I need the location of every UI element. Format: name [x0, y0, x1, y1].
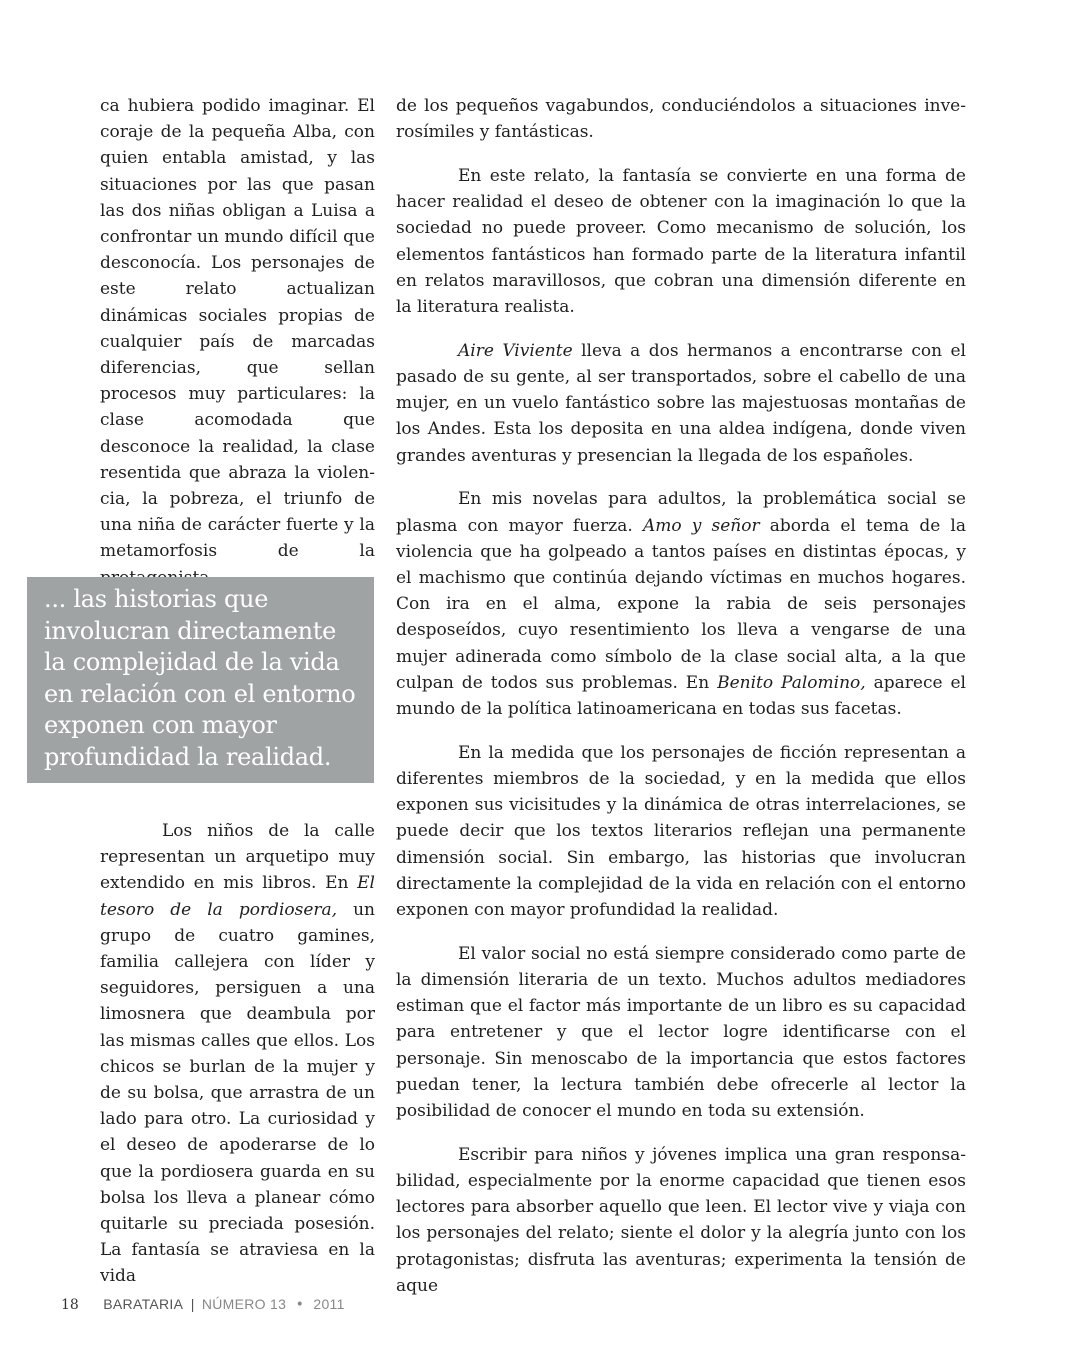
- left-column-bottom: [100, 818, 375, 1290]
- left-column-top: [100, 93, 375, 591]
- text-run: aborda el tema de la violencia que ha golpeado a tantos países en distintas épocas, y el machismo que continúa dejando víctimas en muchos hogares. Con ira en el alma, expone la rabia de seis personajes desposeídos, cuyo resentimiento los lleva a vengarse de una mujer adinerada como símbolo de la clase social alta, a la que culpan de todos sus problemas. En: [396, 515, 967, 693]
- issue-number: NÚMERO 13: [201, 1296, 287, 1312]
- text-run: un grupo de cuatro gamines, familia callejera con líder y seguidores, persiguen a una limosnera que deambula por las mismas calles que ellos. Los chicos se burlan de la mujer y de su bolsa, que arrastra de un lado para otro. La curiosidad y el deseo de apoderarse de lo que la pordiosera guarda en su bolsa los lleva a planear cómo quitarle su preciada posesión. La fantasía se atraviesa en la vida: [100, 899, 375, 1287]
- page-footer: [61, 1296, 345, 1313]
- right-paragraph-5: [396, 740, 966, 923]
- text-run: ca hubiera podido imaginar. El coraje de la pequeña Alba, con quien entabla amistad, y las situaciones por las que pasan las dos niñas obligan a Luisa a confrontar un mundo difícil que desconocía. Los personajes de este relato actualizan dinámicas sociales propias de cualquier país de marcadas diferencias, que sellan procesos muy particulares: la clase acomodada que desconoce la realidad, la clase resentida que abraza la violencia, la pobreza, el triunfo de una niña de carácter fuerte y la metamorfosis de la: [100, 96, 375, 562]
- text-run: En mis novelas para adultos, la problemática social se plasma con mayor fuerza.: [396, 489, 966, 536]
- text-run: Los niños de la calle representan un arquetipo muy extendido en mis libros. En: [100, 821, 375, 894]
- italic-title-run: Aire Viviente: [458, 340, 573, 361]
- right-paragraph-1: [396, 93, 966, 145]
- publication-year: 2011: [313, 1296, 345, 1312]
- text-run: En este relato, la fantasía se convierte en una forma de hacer realidad el deseo de obtener con la imaginación lo que la sociedad no puede proveer. Como mecanismo de solución, los elementos fantásticos han formado parte de la literatura infantil en relatos maravillosos, que cobran una dimensión diferente en la literatura realista.: [396, 166, 966, 318]
- text-run: Escribir para niños y jóvenes implica una gran responsabilidad, especialmente por la enorme capacidad que tienen esos lectores para absorber aquello que leen. El lector vive y viaja con los personajes del relato; siente el dolor y la alegría junto con los protagonistas; disfruta las aventuras; experimenta la tensión de aque: [396, 1144, 966, 1296]
- text-run: En la medida que los personajes de ficción representan a diferentes miembros de la sociedad, y en la medida que ellos exponen sus vicisitudes y la dinámica de otras interrelaciones, se puede decir que los textos literarios reflejan una permanente dimensión social. Sin embargo, las historias que involucran directamente la complejidad de la vida en relación con el entorno exponen con mayor profundidad la realidad.: [396, 742, 966, 921]
- magazine-name: BARATARIA: [103, 1296, 184, 1312]
- right-paragraph-6: [396, 941, 966, 1124]
- right-paragraph-7: [396, 1142, 966, 1299]
- page-number: 18: [61, 1297, 79, 1313]
- right-paragraph-4: [396, 486, 966, 722]
- text-run: aparece el mundo de la política latinoamericana en todas sus facetas.: [396, 672, 966, 720]
- text-run: El valor social no está siempre considerado como parte de la dimensión literaria de un texto. Muchos adultos mediadores estiman que el factor más importante de un libro es su capacidad para entretener y que el lector logre identificarse con el personaje. Sin menoscabo de la importancia que estos factores puedan tener, la lectura también debe ofrecerle al lector la posibilidad de conocer el mundo en toda su extensión.: [396, 943, 966, 1122]
- footer-separator: |: [190, 1296, 195, 1312]
- pull-quote-box: [27, 577, 374, 783]
- pull-quote-text: ... las historias que involucran directamente la complejidad de la vida en relación con el entorno exponen con mayor profundidad la realidad.: [44, 585, 356, 771]
- italic-title-run: Benito Palomino,: [717, 672, 866, 693]
- text-run: de los pequeños vagabundos, conduciéndolos a situaciones inverosímiles y fantásticas.: [396, 96, 966, 143]
- footer-bullet: •: [295, 1297, 304, 1313]
- left-bottom-paragraph: [100, 818, 375, 1290]
- right-paragraph-2: [396, 163, 966, 320]
- italic-title-run: El tesoro de la pordiosera,: [100, 873, 375, 920]
- text-run: lleva a dos hermanos a encontrarse con el pasado de su gente, al ser transportados, sobre el cabello de una mujer, en un vuelo fantástico sobre las majestuosas montañas de los Andes. Esta los deposita en una aldea indígena, donde viven grandes aventuras y presencian la llegada de los españoles.: [396, 340, 966, 466]
- right-column: [396, 93, 966, 1317]
- right-paragraph-3: [396, 338, 966, 469]
- italic-title-run: Amo y señor: [642, 515, 760, 536]
- left-top-paragraph: [100, 93, 375, 591]
